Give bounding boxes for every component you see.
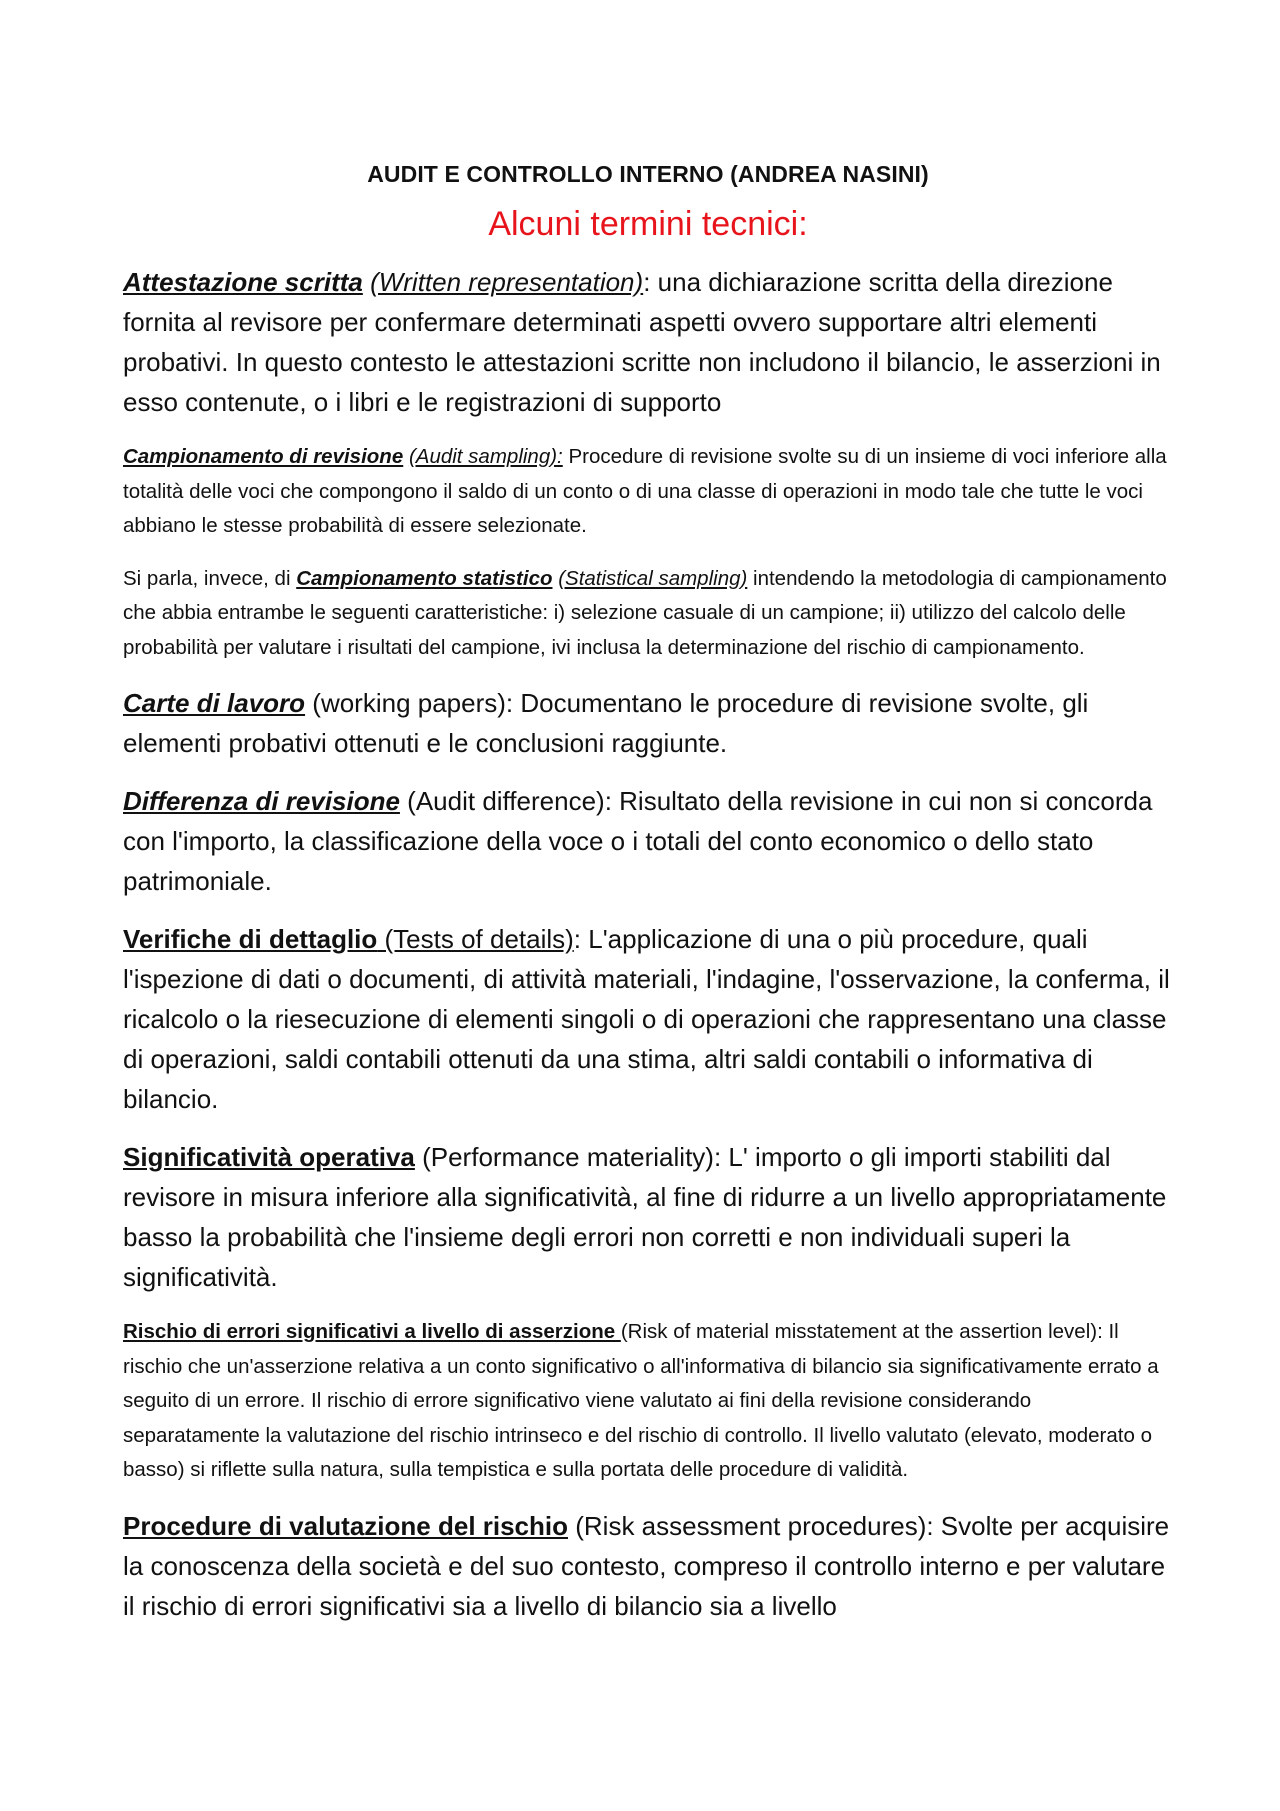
- intro-text: Si parla, invece, di: [123, 566, 297, 590]
- document-title: AUDIT E CONTROLLO INTERNO (ANDREA NASINI): [367, 161, 929, 187]
- definition-text: (Risk assessment procedures): Svolte per acquisire la conoscenza della società e del suo contesto, compreso il controllo interno e per valutare il rischio di errori significativi sia a livello di bilancio sia a livello: [123, 1510, 1170, 1621]
- entry-rischio-errori-significativi: [123, 1315, 1173, 1488]
- term-carte-di-lavoro: Carte di lavoro: [123, 688, 306, 718]
- entry-significativita-operativa: [123, 1137, 1173, 1297]
- entry-verifiche-di-dettaglio: [123, 919, 1173, 1119]
- definition-text: Procedure di revisione svolte su di un insieme di voci inferiore alla totalità delle voci che compongono il saldo di un conto o di una classe di operazioni in modo tale che tutte le voci abbiano le stesse probabilità di essere selezionate.: [123, 445, 1167, 537]
- document-content: [123, 150, 1173, 1644]
- entry-campionamento-revisione: [123, 440, 1173, 544]
- entry-attestazione-scritta: [123, 262, 1173, 422]
- definition-text: una dichiarazione scritta della direzione fornita al revisore per confermare determinati aspetti ovvero supportare altri elementi probativi. In questo contesto le attestazioni scritte non includono il bilancio, le asserzioni in esso contenute, o i libri e le registrazioni di supporto: [123, 267, 1161, 417]
- translation-statistical-sampling: (Statistical sampling): [558, 566, 748, 590]
- term-attestazione-scritta: Attestazione scritta: [123, 267, 363, 297]
- definition-text: (working papers): Documentano le procedure di revisione svolte, gli elementi probativi ottenuti e le conclusioni raggiunte.: [123, 688, 1089, 758]
- entry-procedure-valutazione-rischio: [123, 1506, 1173, 1626]
- entry-differenza-di-revisione: [123, 781, 1173, 901]
- definition-text: (Performance materiality): L' importo o gli importi stabiliti dal revisore in misura inferiore alla significatività, al fine di ridurre a un livello appropriatamente basso la probabilità che l'insieme degli errori non corretti e non individuali superi la significatività.: [123, 1142, 1167, 1292]
- term-procedure-valutazione-rischio: Procedure di valutazione del rischio: [123, 1510, 569, 1541]
- term-campionamento-revisione: Campionamento di revisione: [123, 445, 404, 468]
- translation-audit-sampling: (Audit sampling):: [408, 445, 563, 468]
- entry-carte-di-lavoro: [123, 683, 1173, 763]
- term-rischio-errori-significativi: Rischio di errori significativi a livello di asserzione: [123, 1320, 621, 1343]
- definition-text: intendendo la metodologia di campionamento che abbia entrambe le seguenti caratteristiche: i) selezione casuale di un campione; ii) utilizzo del calcolo delle probabilità per valutare i risultati del campione, ivi inclusa la determinazione del rischio di campionamento.: [123, 566, 1167, 659]
- term-campionamento-statistico: Campionamento statistico: [296, 566, 553, 590]
- translation-written-representation: (Written representation): [370, 267, 644, 297]
- term-differenza-di-revisione: Differenza di revisione: [123, 786, 400, 816]
- term-verifiche-di-dettaglio: Verifiche di dettaglio: [123, 924, 378, 954]
- definition-text: (Audit difference): Risultato della revisione in cui non si concorda con l'importo, la classificazione della voce o i totali del conto economico o dello stato patrimoniale.: [123, 786, 1153, 896]
- entry-campionamento-statistico: [123, 562, 1173, 666]
- term-significativita-operativa: Significatività operativa: [123, 1142, 415, 1172]
- translation-tests-of-details: (Tests of details): [377, 924, 574, 954]
- colon: :: [643, 267, 651, 297]
- document-subtitle: Alcuni termini tecnici:: [488, 205, 808, 243]
- definition-text: : L'applicazione di una o più procedure, quali l'ispezione di dati o documenti, di attività materiali, l'indagine, l'osservazione, la conferma, il ricalcolo o la riesecuzione di elementi singoli o di operazioni che rappresentano una classe di operazioni, saldi contabili ottenuti da una stima, altri saldi contabili o informativa di bilancio.: [123, 924, 1170, 1114]
- definition-text: (Risk of material misstatement at the assertion level): Il rischio che un'asserzione relativa a un conto significativo o all'informativa di bilancio sia significativamente errato a seguito di un errore. Il rischio di errore significativo viene valutato ai fini della revisione considerando separatamente la valutazione del rischio intrinseco e del rischio di controllo. Il livello valutato (elevato, moderato o basso) si riflette sulla natura, sulla tempistica e sulla portata delle procedure di validità.: [123, 1320, 1159, 1481]
